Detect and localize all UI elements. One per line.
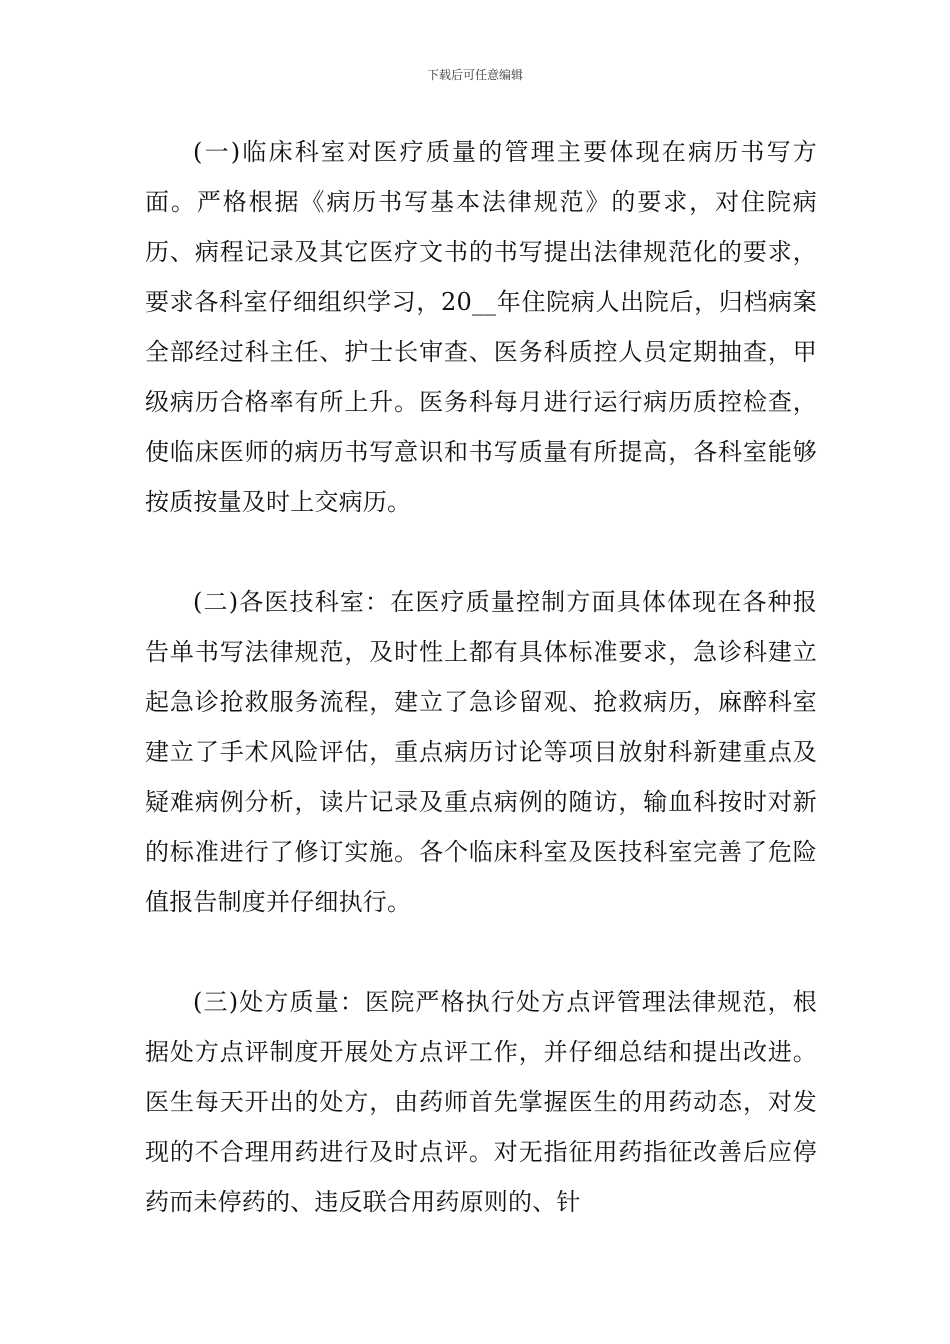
paragraph-clinical-departments: (一)临床科室对医疗质量的管理主要体现在病历书写方面。严格根据《病历书写基本法律规范》的要求，对住院病历、病程记录及其它医疗文书的书写提出法律规范化的要求，要求各科室仔细组织学习，20__年住院病人出院后，归档病案全部经过科主任、护士长审查、医务科质控人员定期抽查，甲级病历合格率有所上升。医务科每月进行运行病历质控检查，使临床医师的病历书写意识和书写质量有所提高，各科室能够按质按量及时上交病历。	[145, 138, 817, 516]
paragraph-prescription-quality: (三)处方质量：医院严格执行处方点评管理法律规范，根据处方点评制度开展处方点评工作，并仔细总结和提出改进。医生每天开出的处方，由药师首先掌握医生的用药动态，对发现的不合理用药进行及时点评。对无指征用药指征改善后应停药而未停药的、违反联合用药原则的、针	[145, 988, 817, 1216]
paragraph-medical-technology-departments: (二)各医技科室：在医疗质量控制方面具体体现在各种报告单书写法律规范，及时性上都有具体标准要求，急诊科建立起急诊抢救服务流程，建立了急诊留观、抢救病历，麻醉科室建立了手术风险评估，重点病历讨论等项目放射科新建重点及疑难病例分析，读片记录及重点病例的随访，输血科按时对新的标准进行了修订实施。各个临床科室及医技科室完善了危险值报告制度并仔细执行。	[145, 588, 817, 916]
document-body	[145, 127, 817, 1227]
page-header-note: 下载后可任意编辑	[426, 68, 523, 82]
